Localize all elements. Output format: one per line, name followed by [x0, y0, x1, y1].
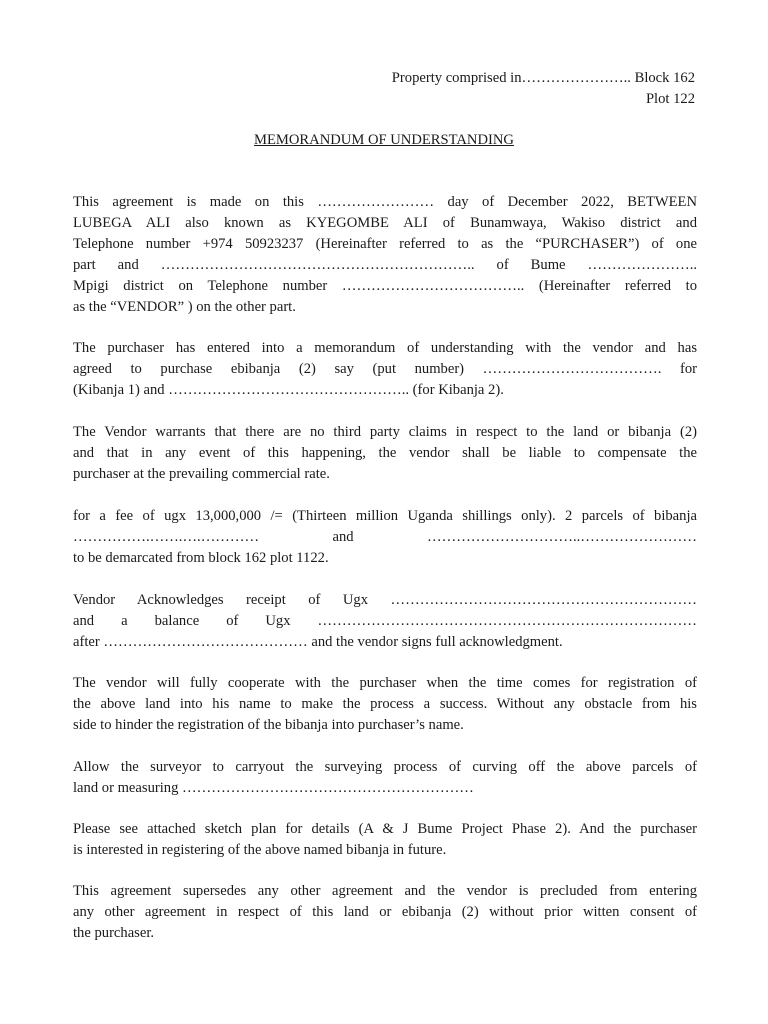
paragraph-warranty — [73, 422, 697, 485]
paragraph-supersedes — [73, 881, 697, 944]
paragraph-cooperate — [73, 673, 697, 736]
document-title: MEMORANDUM OF UNDERSTANDING — [254, 132, 514, 148]
paragraph-sketch — [73, 819, 697, 861]
paragraph-line: and that in any event of this happening, the vendor shall be liable to compensate the — [73, 445, 697, 461]
paragraph-line: land or measuring …………………………………………………… — [73, 780, 474, 796]
paragraph-line: purchaser at the prevailing commercial rate. — [73, 466, 330, 482]
paragraph-line: Allow the surveyor to carryout the surveying process of curving off the above parcels of — [73, 759, 697, 775]
paragraph-line: to be demarcated from block 162 plot 1122. — [73, 550, 329, 566]
paragraph-surveyor — [73, 757, 697, 799]
plot-line: Plot 122 — [645, 91, 695, 107]
paragraph-line: as the “VENDOR” ) on the other part. — [73, 299, 296, 315]
paragraph-line: The purchaser has entered into a memorandum of understanding with the vendor and has — [73, 340, 697, 356]
paragraph-receipt — [73, 590, 697, 653]
paragraph-purchase — [73, 338, 697, 401]
paragraph-line: Telephone number +974 50923237 (Hereinafter referred to as the “PURCHASER”) of one — [73, 236, 697, 252]
paragraph-line: The vendor will fully cooperate with the purchaser when the time comes for registration of — [73, 675, 697, 691]
paragraph-line: side to hinder the registration of the bibanja into purchaser’s name. — [73, 717, 464, 733]
paragraph-line: (Kibanja 1) and ………………………………………….. (for Kibanja 2). — [73, 382, 504, 398]
paragraph-line: part and ……………………………………………………….. of Bume ………………….. — [73, 257, 697, 273]
paragraph-line: and a balance of Ugx …………………………………………………………………… — [73, 613, 697, 629]
paragraph-line: after …………………………………… and the vendor signs full acknowledgment. — [73, 634, 563, 650]
paragraph-line: the above land into his name to make the process a success. Without any obstacle from his — [73, 696, 697, 712]
paragraph-line: Please see attached sketch plan for details (A & J Bume Project Phase 2). And the purchaser — [73, 821, 697, 837]
paragraph-line: any other agreement in respect of this land or ebibanja (2) without prior witten consent of — [73, 904, 697, 920]
paragraph-line: Vendor Acknowledges receipt of Ugx ……………………………………………………… — [73, 592, 697, 608]
paragraph-fee — [73, 506, 697, 569]
paragraph-agreement — [73, 192, 697, 318]
paragraph-line: agreed to purchase ebibanja (2) say (put number) ………………………………. for — [73, 361, 697, 377]
property-line: Property comprised in………………….. Block 162 — [391, 70, 695, 86]
paragraph-line: This agreement supersedes any other agreement and the vendor is precluded from entering — [73, 883, 697, 899]
paragraph-line: This agreement is made on this …………………… day of December 2022, BETWEEN — [73, 194, 697, 210]
paragraph-line: The Vendor warrants that there are no third party claims in respect to the land or bibanja (2) — [73, 424, 697, 440]
paragraph-line: Mpigi district on Telephone number ……………………………….. (Hereinafter referred to — [73, 278, 697, 294]
paragraph-line: for a fee of ugx 13,000,000 /= (Thirteen million Uganda shillings only). 2 parcels of bibanja — [73, 508, 697, 524]
paragraph-line: is interested in registering of the above named bibanja in future. — [73, 842, 447, 858]
paragraph-line: LUBEGA ALI also known as KYEGOMBE ALI of Bunamwaya, Wakiso district and — [73, 215, 697, 231]
paragraph-line: the purchaser. — [73, 925, 155, 941]
paragraph-line: …………….…….….………… and …………………………..…………………… — [73, 529, 697, 545]
